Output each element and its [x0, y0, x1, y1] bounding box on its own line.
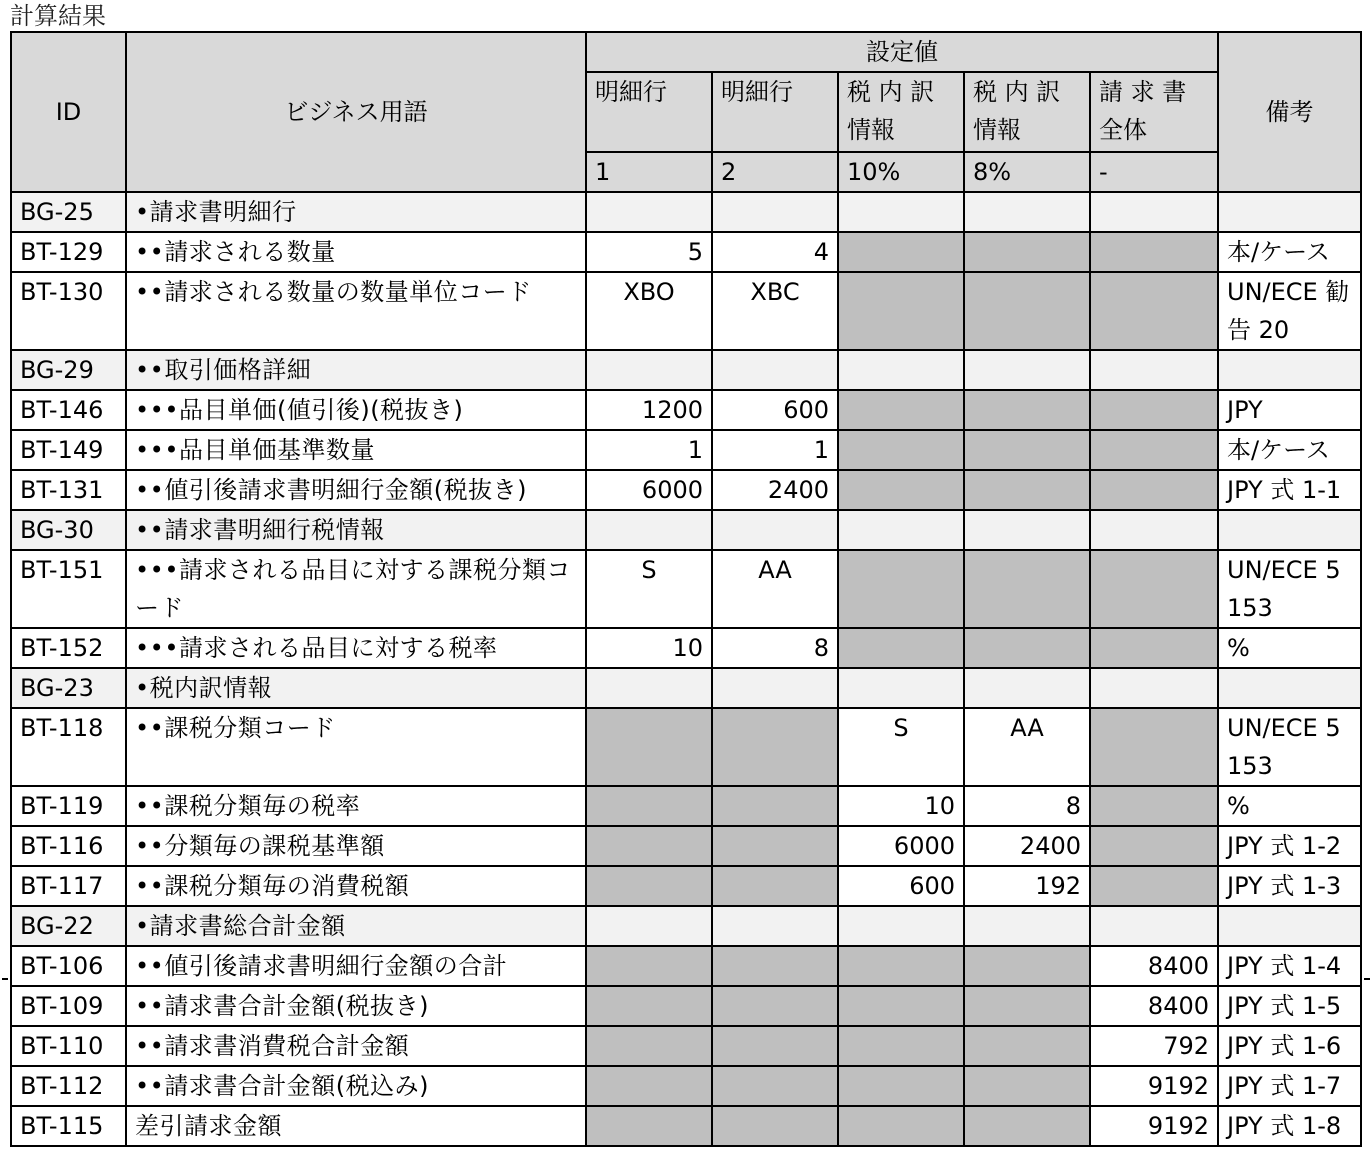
value-cell: [1090, 628, 1218, 668]
value-cell: [712, 350, 838, 390]
value-cell: 10: [838, 786, 964, 826]
value-cell: [838, 232, 964, 272]
value-cell: [838, 430, 964, 470]
row-id: BT-110: [11, 1026, 126, 1066]
row-note: UN/ECE 5153: [1218, 550, 1361, 628]
table-row: [11, 946, 1361, 986]
value-cell: [712, 668, 838, 708]
table-row: [11, 786, 1361, 826]
row-note: UN/ECE 5153: [1218, 708, 1361, 786]
value-cell: [1090, 826, 1218, 866]
value-cell: [586, 192, 712, 232]
table-row: [11, 906, 1361, 946]
row-id: BT-146: [11, 390, 126, 430]
value-cell: [1090, 510, 1218, 550]
value-cell: [838, 628, 964, 668]
row-term: •••請求される品目に対する税率: [126, 628, 586, 668]
row-id: BT-119: [11, 786, 126, 826]
value-cell: [712, 708, 838, 786]
value-cell: [838, 1026, 964, 1066]
header-col-label: 税 内 訳 情報: [964, 72, 1090, 152]
value-cell: [712, 1066, 838, 1106]
value-cell: [1090, 272, 1218, 350]
table-row: [11, 668, 1361, 708]
value-cell: [712, 826, 838, 866]
value-cell: [586, 866, 712, 906]
header-col-label: 税 内 訳 情報: [838, 72, 964, 152]
value-cell: 6000: [838, 826, 964, 866]
value-cell: 600: [838, 866, 964, 906]
row-id: BT-130: [11, 272, 126, 350]
row-id: BT-115: [11, 1106, 126, 1146]
value-cell: [964, 430, 1090, 470]
row-term: ••課税分類毎の税率: [126, 786, 586, 826]
row-term: ••請求される数量の数量単位コード: [126, 272, 586, 350]
value-cell: 9192: [1090, 1066, 1218, 1106]
row-note: [1218, 668, 1361, 708]
value-cell: [586, 1106, 712, 1146]
value-cell: [1090, 550, 1218, 628]
value-cell: [586, 986, 712, 1026]
value-cell: [964, 272, 1090, 350]
value-cell: [1090, 470, 1218, 510]
header-settings: 設定値: [586, 32, 1218, 72]
row-term: ••分類毎の課税基準額: [126, 826, 586, 866]
row-term: ••課税分類毎の消費税額: [126, 866, 586, 906]
row-id: BT-117: [11, 866, 126, 906]
row-note: JPY: [1218, 390, 1361, 430]
value-cell: [712, 510, 838, 550]
value-cell: [586, 668, 712, 708]
header-id: ID: [11, 32, 126, 192]
row-note: %: [1218, 786, 1361, 826]
value-cell: 600: [712, 390, 838, 430]
value-cell: 1: [586, 430, 712, 470]
value-cell: 1200: [586, 390, 712, 430]
value-cell: [586, 510, 712, 550]
value-cell: [586, 906, 712, 946]
table-row: [11, 1066, 1361, 1106]
table-row: [11, 866, 1361, 906]
row-id: BT-118: [11, 708, 126, 786]
value-cell: [1090, 906, 1218, 946]
row-note: JPY 式 1-7: [1218, 1066, 1361, 1106]
row-id: BG-30: [11, 510, 126, 550]
row-term: ••値引後請求書明細行金額の合計: [126, 946, 586, 986]
value-cell: [838, 1066, 964, 1106]
table-row: [11, 350, 1361, 390]
row-note: JPY 式 1-8: [1218, 1106, 1361, 1146]
value-cell: [1090, 232, 1218, 272]
value-cell: [586, 1026, 712, 1066]
table-caption: 計算結果: [10, 2, 106, 30]
row-id: BG-29: [11, 350, 126, 390]
calculation-result-table: [10, 31, 1362, 1147]
row-note: JPY 式 1-6: [1218, 1026, 1361, 1066]
value-cell: [964, 232, 1090, 272]
row-id: BT-116: [11, 826, 126, 866]
value-cell: [964, 192, 1090, 232]
value-cell: [586, 826, 712, 866]
table-row: [11, 390, 1361, 430]
row-note: JPY 式 1-2: [1218, 826, 1361, 866]
value-cell: [838, 1106, 964, 1146]
row-term: •税内訳情報: [126, 668, 586, 708]
row-note: 本/ケース: [1218, 232, 1361, 272]
value-cell: [586, 786, 712, 826]
table-row: [11, 1106, 1361, 1146]
row-id: BT-151: [11, 550, 126, 628]
header-col-label: 請 求 書 全体: [1090, 72, 1218, 152]
row-id: BT-152: [11, 628, 126, 668]
value-cell: [1090, 390, 1218, 430]
value-cell: [712, 192, 838, 232]
row-note: [1218, 192, 1361, 232]
row-note: JPY 式 1-3: [1218, 866, 1361, 906]
table-row: [11, 192, 1361, 232]
value-cell: [964, 350, 1090, 390]
row-term: ••取引価格詳細: [126, 350, 586, 390]
table-row: [11, 232, 1361, 272]
row-note: JPY 式 1-5: [1218, 986, 1361, 1026]
value-cell: [964, 628, 1090, 668]
row-term: •請求書明細行: [126, 192, 586, 232]
value-cell: [712, 1106, 838, 1146]
row-id: BT-106: [11, 946, 126, 986]
table-row: [11, 550, 1361, 628]
value-cell: 8: [964, 786, 1090, 826]
value-cell: [964, 550, 1090, 628]
value-cell: [964, 946, 1090, 986]
header-col-sub: 8%: [964, 152, 1090, 192]
value-cell: [838, 470, 964, 510]
value-cell: [964, 470, 1090, 510]
value-cell: [1090, 708, 1218, 786]
header-col-sub: 10%: [838, 152, 964, 192]
value-cell: [1090, 866, 1218, 906]
table-row: [11, 430, 1361, 470]
value-cell: [838, 906, 964, 946]
value-cell: 6000: [586, 470, 712, 510]
header-col-sub: 2: [712, 152, 838, 192]
value-cell: [964, 1066, 1090, 1106]
value-cell: [1090, 350, 1218, 390]
row-marker-right: [1364, 978, 1370, 980]
row-term: ••請求書合計金額(税込み): [126, 1066, 586, 1106]
table-row: [11, 986, 1361, 1026]
value-cell: [712, 986, 838, 1026]
header-col-label: 明細行: [586, 72, 712, 152]
row-id: BT-112: [11, 1066, 126, 1106]
row-id: BG-22: [11, 906, 126, 946]
row-note: %: [1218, 628, 1361, 668]
row-term: •••請求される品目に対する課税分類コード: [126, 550, 586, 628]
row-marker-left: [2, 978, 8, 980]
value-cell: XBO: [586, 272, 712, 350]
row-note: [1218, 510, 1361, 550]
value-cell: [838, 390, 964, 430]
value-cell: [1090, 786, 1218, 826]
value-cell: [712, 906, 838, 946]
value-cell: [712, 1026, 838, 1066]
value-cell: [586, 350, 712, 390]
row-id: BT-131: [11, 470, 126, 510]
value-cell: [838, 272, 964, 350]
table-body: [11, 192, 1361, 1146]
value-cell: 792: [1090, 1026, 1218, 1066]
value-cell: 2400: [964, 826, 1090, 866]
table-row: [11, 708, 1361, 786]
row-term: ••請求書消費税合計金額: [126, 1026, 586, 1066]
value-cell: S: [838, 708, 964, 786]
row-term: ••請求書明細行税情報: [126, 510, 586, 550]
header-col-label: 明細行: [712, 72, 838, 152]
value-cell: XBC: [712, 272, 838, 350]
value-cell: [964, 1026, 1090, 1066]
value-cell: [964, 390, 1090, 430]
row-term: •••品目単価基準数量: [126, 430, 586, 470]
value-cell: [838, 946, 964, 986]
value-cell: [838, 510, 964, 550]
value-cell: [964, 906, 1090, 946]
row-term: ••課税分類コード: [126, 708, 586, 786]
value-cell: 8400: [1090, 946, 1218, 986]
row-note: [1218, 350, 1361, 390]
row-term: 差引請求金額: [126, 1106, 586, 1146]
value-cell: [964, 986, 1090, 1026]
value-cell: 9192: [1090, 1106, 1218, 1146]
row-note: 本/ケース: [1218, 430, 1361, 470]
row-term: ••請求書合計金額(税抜き): [126, 986, 586, 1026]
header-notes: 備考: [1218, 32, 1361, 192]
row-id: BG-23: [11, 668, 126, 708]
row-note: UN/ECE 勧告 20: [1218, 272, 1361, 350]
value-cell: 10: [586, 628, 712, 668]
value-cell: 4: [712, 232, 838, 272]
table-row: [11, 1026, 1361, 1066]
value-cell: [964, 1106, 1090, 1146]
value-cell: [586, 708, 712, 786]
row-term: ••請求される数量: [126, 232, 586, 272]
value-cell: [838, 192, 964, 232]
row-id: BT-109: [11, 986, 126, 1026]
table-row: [11, 510, 1361, 550]
table-row: [11, 826, 1361, 866]
value-cell: [712, 866, 838, 906]
row-term: ••値引後請求書明細行金額(税抜き): [126, 470, 586, 510]
value-cell: [838, 668, 964, 708]
row-note: JPY 式 1-4: [1218, 946, 1361, 986]
table-row: [11, 272, 1361, 350]
value-cell: [712, 946, 838, 986]
value-cell: [964, 668, 1090, 708]
row-term: •••品目単価(値引後)(税抜き): [126, 390, 586, 430]
table-row: [11, 470, 1361, 510]
value-cell: [964, 510, 1090, 550]
header-col-sub: 1: [586, 152, 712, 192]
row-id: BT-149: [11, 430, 126, 470]
value-cell: [838, 986, 964, 1026]
row-note: [1218, 906, 1361, 946]
value-cell: [712, 786, 838, 826]
value-cell: 1: [712, 430, 838, 470]
header-business-term: ビジネス用語: [126, 32, 586, 192]
row-id: BT-129: [11, 232, 126, 272]
value-cell: [838, 350, 964, 390]
value-cell: 192: [964, 866, 1090, 906]
value-cell: AA: [964, 708, 1090, 786]
table-row: [11, 628, 1361, 668]
value-cell: [1090, 668, 1218, 708]
value-cell: 2400: [712, 470, 838, 510]
value-cell: [1090, 192, 1218, 232]
value-cell: AA: [712, 550, 838, 628]
value-cell: 8400: [1090, 986, 1218, 1026]
row-id: BG-25: [11, 192, 126, 232]
value-cell: [1090, 430, 1218, 470]
header-col-sub: -: [1090, 152, 1218, 192]
row-note: JPY 式 1-1: [1218, 470, 1361, 510]
row-term: •請求書総合計金額: [126, 906, 586, 946]
value-cell: 5: [586, 232, 712, 272]
value-cell: [838, 550, 964, 628]
value-cell: 8: [712, 628, 838, 668]
value-cell: S: [586, 550, 712, 628]
value-cell: [586, 1066, 712, 1106]
value-cell: [586, 946, 712, 986]
